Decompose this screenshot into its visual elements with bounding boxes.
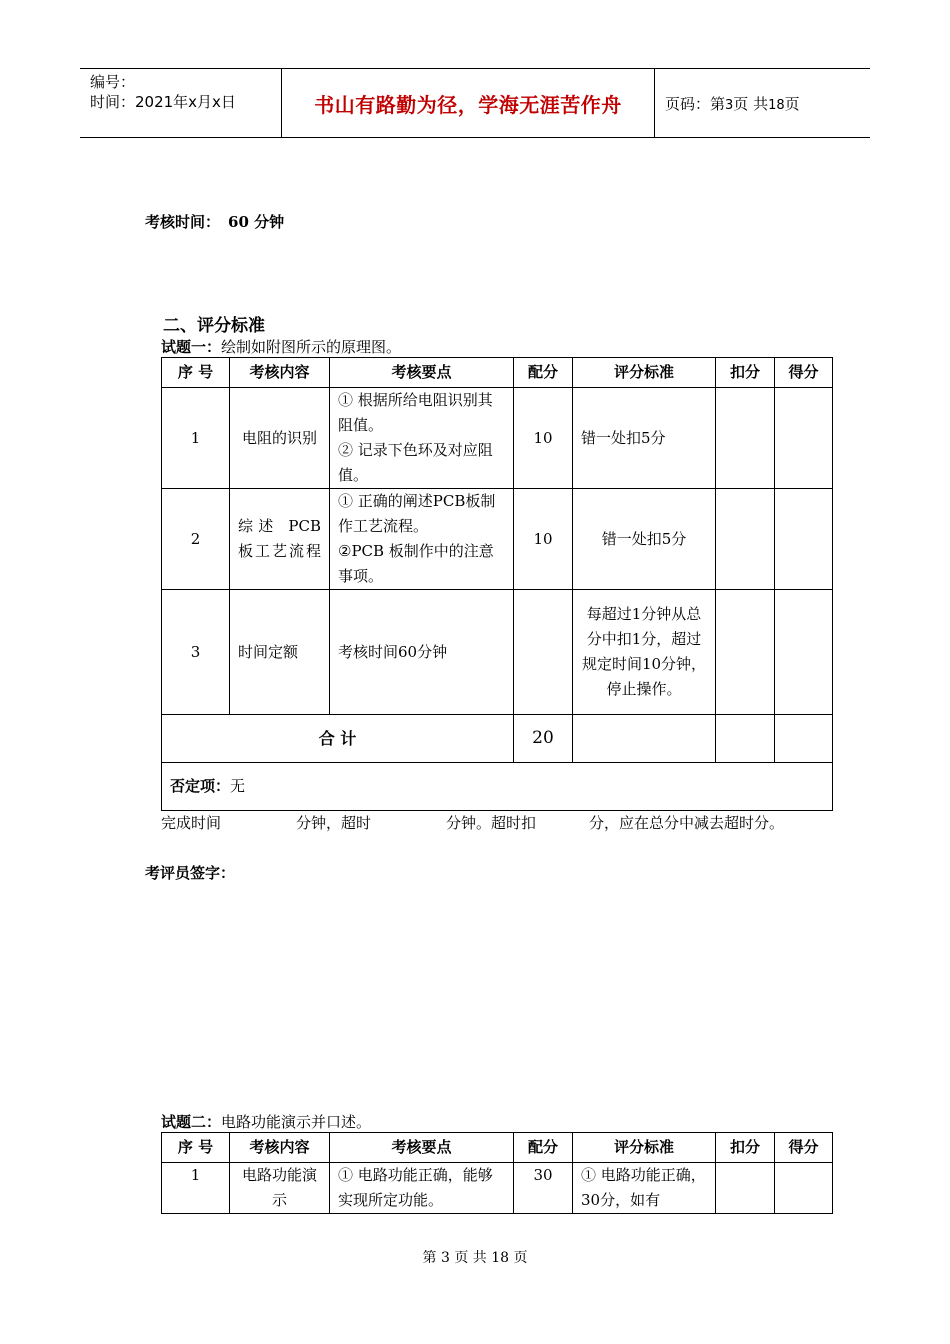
q1-caption bbox=[161, 336, 401, 357]
total-criteria bbox=[573, 715, 716, 763]
row-no: 3 bbox=[162, 590, 230, 715]
col-header-deduct: 扣分 bbox=[716, 358, 775, 388]
section-title: 二、评分标准 bbox=[163, 316, 265, 336]
veto-label: 否定项： bbox=[170, 777, 231, 795]
row-points bbox=[330, 489, 514, 590]
row-content: 综述 PCB 板工艺流程 bbox=[230, 489, 330, 590]
page-footer bbox=[0, 1247, 950, 1267]
row-score: 30 bbox=[514, 1163, 573, 1214]
q2-caption bbox=[161, 1111, 371, 1132]
col-header-points: 考核要点 bbox=[330, 1133, 514, 1163]
row-deduct[interactable] bbox=[716, 388, 775, 489]
col-header-got: 得分 bbox=[775, 1133, 833, 1163]
q1-label: 试题一： bbox=[161, 338, 222, 356]
motto: 书山有路勤为径，学海无涯苦作舟 bbox=[314, 92, 622, 117]
table-row bbox=[162, 489, 833, 590]
row-content: 电阻的识别 bbox=[230, 388, 330, 489]
row-content: 时间定额 bbox=[230, 590, 330, 715]
header-motto-cell bbox=[282, 69, 655, 137]
row-points bbox=[330, 388, 514, 489]
veto-cell bbox=[162, 763, 833, 811]
q1-table bbox=[161, 357, 833, 811]
table-row bbox=[162, 388, 833, 489]
total-value: 20 bbox=[514, 715, 573, 763]
row-score: 10 bbox=[514, 388, 573, 489]
row-deduct[interactable] bbox=[716, 590, 775, 715]
col-header-content: 考核内容 bbox=[230, 358, 330, 388]
exam-time-label: 考核时间： bbox=[145, 213, 221, 231]
veto-value: 无 bbox=[230, 777, 246, 795]
col-header-criteria: 评分标准 bbox=[573, 1133, 716, 1163]
q2-table bbox=[161, 1132, 833, 1214]
row-criteria: 错一处扣5分 bbox=[573, 388, 716, 489]
row-got[interactable] bbox=[775, 489, 833, 590]
row-no: 2 bbox=[162, 489, 230, 590]
col-header-no: 序 号 bbox=[162, 1133, 230, 1163]
completion-a: 完成时间 bbox=[161, 814, 222, 832]
veto-row bbox=[162, 763, 833, 811]
q2-text: 电路功能演示并口述。 bbox=[221, 1113, 372, 1131]
col-header-no: 序 号 bbox=[162, 358, 230, 388]
table-row bbox=[162, 590, 833, 715]
point-item: ① 电路功能正确，能够实现所定功能。 bbox=[338, 1166, 493, 1209]
row-score bbox=[514, 590, 573, 715]
row-criteria: 每超过1分钟从总分中扣1分，超过规定时间10分钟，停止操作。 bbox=[573, 590, 716, 715]
q2-header-row bbox=[162, 1133, 833, 1163]
completion-b: 分钟，超时 bbox=[296, 814, 372, 832]
q1-header-row bbox=[162, 358, 833, 388]
completion-d: 分，应在总分中减去超时分。 bbox=[589, 814, 785, 832]
row-criteria: ① 电路功能正确，30分，如有 bbox=[573, 1163, 716, 1214]
completion-line bbox=[161, 812, 861, 834]
col-header-deduct: 扣分 bbox=[716, 1133, 775, 1163]
total-row bbox=[162, 715, 833, 763]
row-points bbox=[330, 1163, 514, 1214]
row-got[interactable] bbox=[775, 388, 833, 489]
footer-current-page: 3 bbox=[440, 1250, 450, 1266]
row-deduct[interactable] bbox=[716, 489, 775, 590]
point-item: ② 记录下色环及对应阻值。 bbox=[338, 441, 493, 484]
row-points bbox=[330, 590, 514, 715]
total-deduct[interactable] bbox=[716, 715, 775, 763]
row-got[interactable] bbox=[775, 1163, 833, 1214]
header-meta bbox=[80, 69, 282, 137]
footer-mid: 页 共 bbox=[454, 1250, 487, 1266]
col-header-got: 得分 bbox=[775, 358, 833, 388]
header-page-number: 页码：第3页 共18页 bbox=[665, 94, 800, 113]
total-label: 合 计 bbox=[162, 715, 514, 763]
footer-total-pages: 18 bbox=[491, 1250, 510, 1266]
row-content: 电路功能演示 bbox=[230, 1163, 330, 1214]
point-item: ① 正确的阐述PCB板制作工艺流程。 bbox=[338, 492, 496, 535]
point-item: ① 根据所给电阻识别其阻值。 bbox=[338, 391, 493, 434]
page-header bbox=[80, 68, 870, 138]
table-row bbox=[162, 1163, 833, 1214]
total-got[interactable] bbox=[775, 715, 833, 763]
footer-suffix: 页 bbox=[513, 1250, 528, 1266]
col-header-content: 考核内容 bbox=[230, 1133, 330, 1163]
row-deduct[interactable] bbox=[716, 1163, 775, 1214]
q2-label: 试题二： bbox=[161, 1113, 222, 1131]
col-header-score: 配分 bbox=[514, 1133, 573, 1163]
header-page-cell bbox=[655, 69, 870, 137]
row-score: 10 bbox=[514, 489, 573, 590]
row-no: 1 bbox=[162, 1163, 230, 1214]
serial-label: 编号： bbox=[90, 73, 136, 91]
row-no: 1 bbox=[162, 388, 230, 489]
col-header-points: 考核要点 bbox=[330, 358, 514, 388]
point-item: 考核时间60分钟 bbox=[338, 642, 448, 661]
row-got[interactable] bbox=[775, 590, 833, 715]
exam-time-value: 60 分钟 bbox=[228, 213, 285, 231]
row-criteria: 错一处扣5分 bbox=[573, 489, 716, 590]
signature-label: 考评员签字： bbox=[145, 864, 236, 882]
point-item: ②PCB 板制作中的注意事项。 bbox=[338, 542, 494, 585]
time-label: 时间：2021年x月x日 bbox=[90, 93, 236, 111]
col-header-score: 配分 bbox=[514, 358, 573, 388]
footer-prefix: 第 bbox=[422, 1250, 437, 1266]
exam-time bbox=[145, 211, 284, 232]
col-header-criteria: 评分标准 bbox=[573, 358, 716, 388]
q1-text: 绘制如附图所示的原理图。 bbox=[221, 338, 402, 356]
completion-c: 分钟。超时扣 bbox=[446, 814, 537, 832]
